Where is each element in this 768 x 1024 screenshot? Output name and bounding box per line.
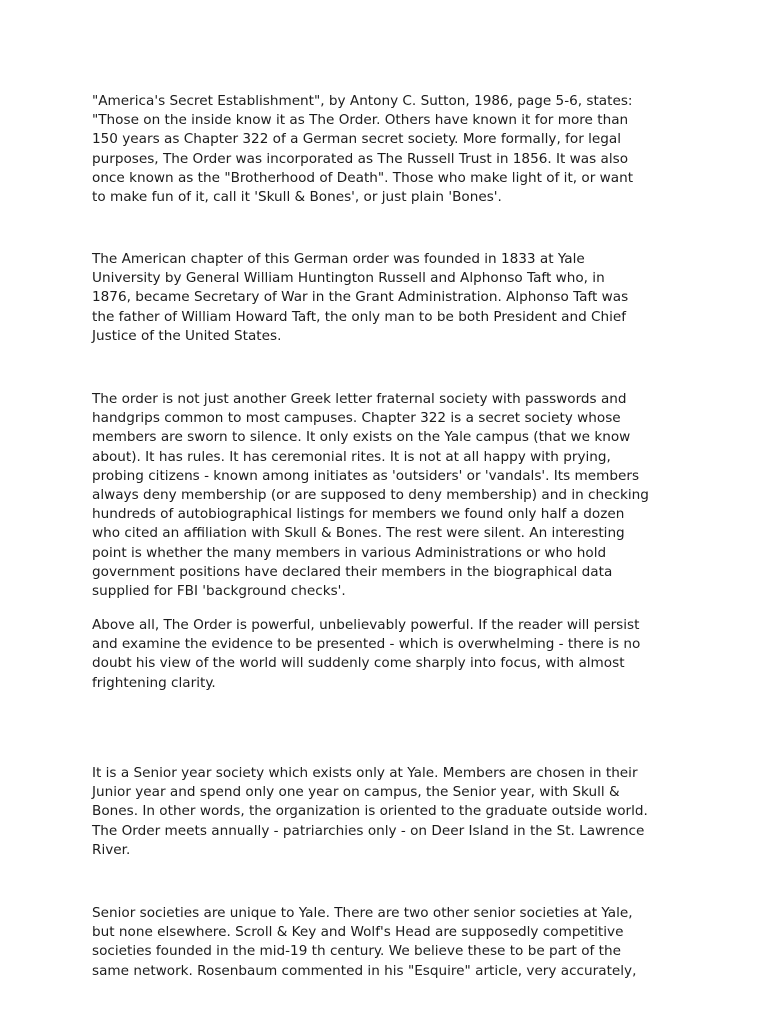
text-line: same network. Rosenbaum commented in his "Esquire" article, very accurately, (92, 962, 637, 979)
text-line: probing citizens - known among initiates as 'outsiders' or 'vandals'. Its members (92, 467, 640, 484)
text-line: and examine the evidence to be presented - which is overwhelming - there is no (92, 636, 641, 653)
text-line: supplied for FBI 'background checks'. (92, 583, 346, 600)
text-line: Junior year and spend only one year on campus, the Senior year, with Skull & (92, 784, 620, 801)
paragraph-american-chapter (92, 250, 692, 346)
text-line: "Those on the inside know it as The Order. Others have known it for more than (92, 112, 629, 129)
text-line: government positions have declared their members in the biographical data (92, 563, 613, 580)
text-line: Bones. In other words, the organization is oriented to the graduate outside world. (92, 803, 648, 820)
paragraph-sutton-quote (92, 92, 692, 207)
text-line: about). It has rules. It has ceremonial rites. It is not at all happy with prying, (92, 448, 611, 465)
text-line: Justice of the United States. (92, 327, 282, 344)
text-line: to make fun of it, call it 'Skull & Bones', or just plain 'Bones'. (92, 189, 502, 206)
text-line: but none elsewhere. Scroll & Key and Wolf's Head are supposedly competitive (92, 924, 624, 941)
text-line: frightening clarity. (92, 674, 216, 691)
text-line: "America's Secret Establishment", by Antony C. Sutton, 1986, page 5-6, states: (92, 93, 633, 109)
text-line: University by General William Huntington Russell and Alphonso Taft who, in (92, 270, 605, 287)
text-line: point is whether the many members in various Administrations or who hold (92, 544, 607, 561)
text-line: once known as the "Brotherhood of Death". Those who make light of it, or want (92, 169, 634, 186)
text-line: hundreds of autobiographical listings for members we found only half a dozen (92, 506, 625, 523)
text-line: 150 years as Chapter 322 of a German secret society. More formally, for legal (92, 131, 621, 148)
text-line: 1876, became Secretary of War in the Grant Administration. Alphonso Taft was (92, 289, 629, 306)
text-line: It is a Senior year society which exists only at Yale. Members are chosen in their (92, 765, 638, 781)
text-line: societies founded in the mid-19 th century. We believe these to be part of the (92, 943, 621, 960)
text-line: purposes, The Order was incorporated as The Russell Trust in 1856. It was also (92, 150, 629, 167)
text-line: The Order meets annually - patriarchies only - on Deer Island in the St. Lawrence (92, 822, 645, 839)
text-line: doubt his view of the world will suddenly come sharply into focus, with almost (92, 655, 625, 672)
text-line: Senior societies are unique to Yale. There are two other senior societies at Yale, (92, 905, 633, 921)
text-line: The order is not just another Greek letter fraternal society with passwords and (92, 391, 627, 407)
paragraph-senior-year (92, 764, 692, 860)
text-line: always deny membership (or are supposed to deny membership) and in checking (92, 487, 649, 504)
text-line: the father of William Howard Taft, the only man to be both President and Chief (92, 308, 627, 325)
text-line: River. (92, 841, 131, 858)
text-line: who cited an affiliation with Skull & Bones. The rest were silent. An interesting (92, 525, 625, 542)
text-line: members are sworn to silence. It only exists on the Yale campus (that we know (92, 429, 631, 446)
paragraph-senior-societies (92, 904, 692, 981)
text-line: The American chapter of this German order was founded in 1833 at Yale (92, 251, 585, 267)
text-line: Above all, The Order is powerful, unbelievably powerful. If the reader will persist (92, 617, 640, 633)
paragraph-secret-society (92, 390, 692, 601)
paragraph-powerful (92, 616, 692, 693)
text-line: handgrips common to most campuses. Chapter 322 is a secret society whose (92, 410, 621, 427)
